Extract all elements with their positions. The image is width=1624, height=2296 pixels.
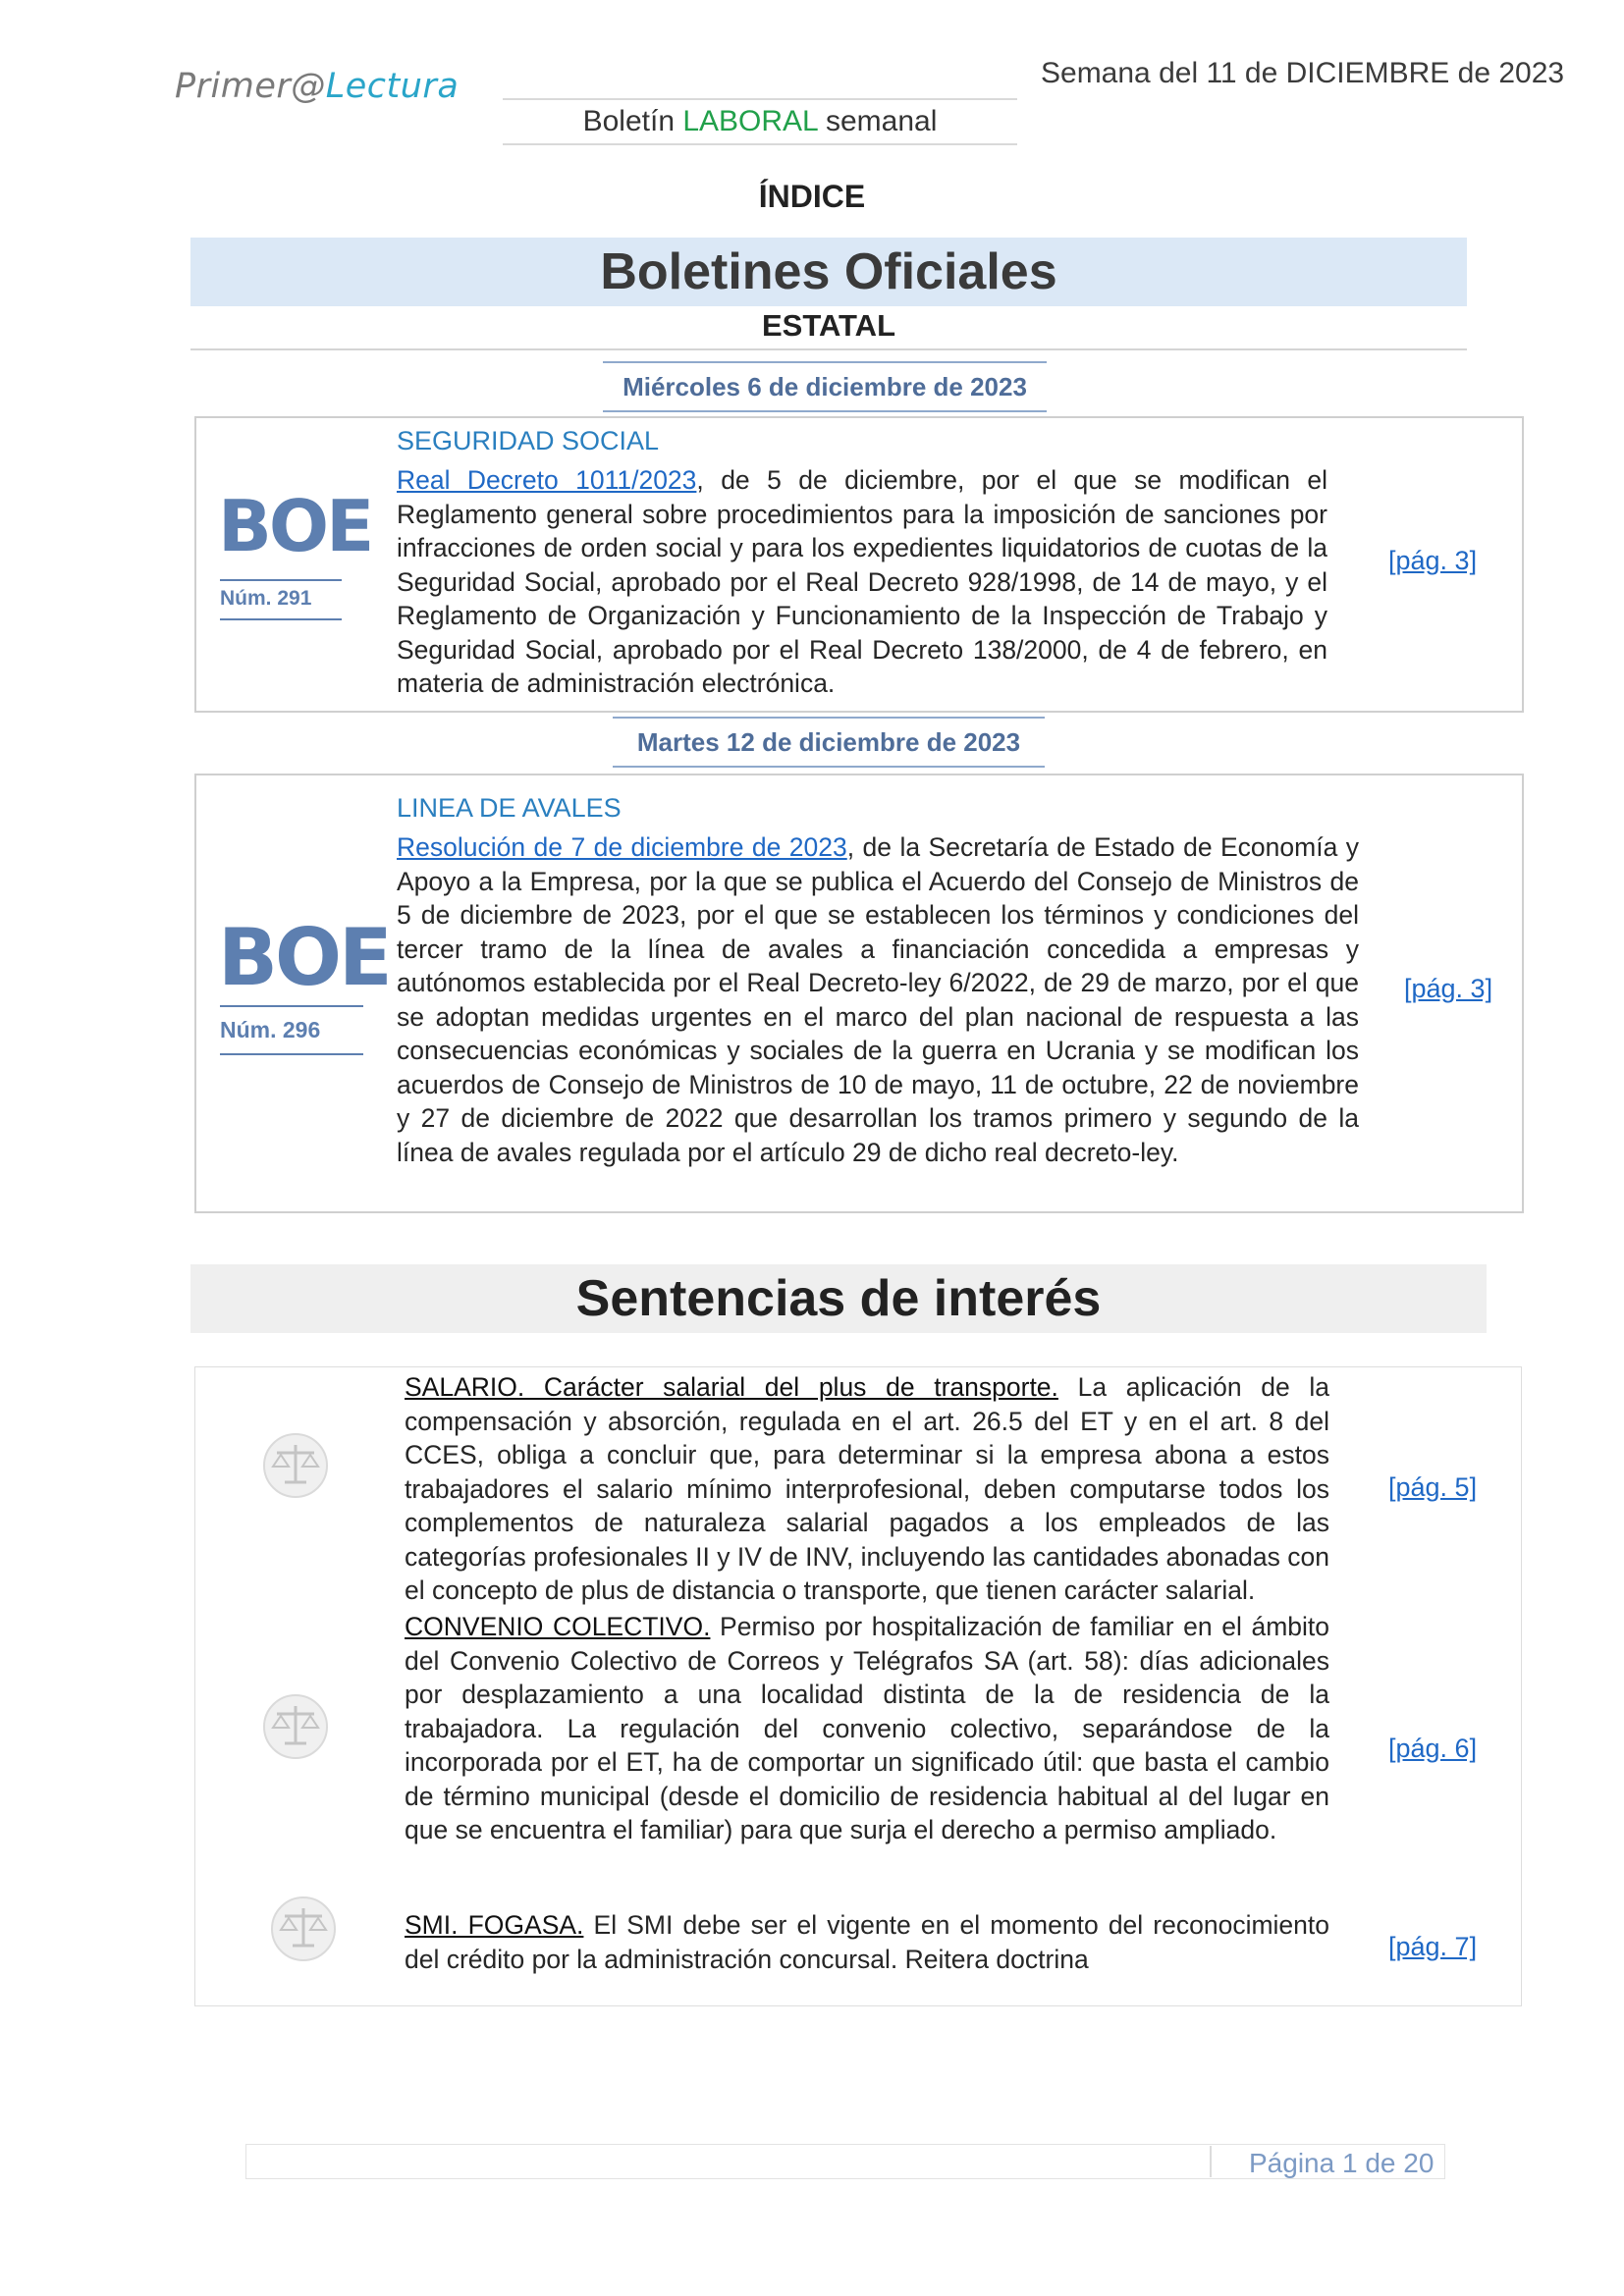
page-link[interactable]: [pág. 5] (1388, 1472, 1478, 1502)
sentencia-item (405, 1610, 1329, 1847)
entry-description (397, 463, 1327, 701)
entry-category: SEGURIDAD SOCIAL (397, 426, 660, 455)
boe-logo-icon: BOE (218, 912, 390, 1003)
sentencia-lead: CONVENIO COLECTIVO. (405, 1612, 711, 1641)
page-link[interactable]: [pág. 6] (1388, 1734, 1478, 1763)
bulletin-pre: Boletín (582, 105, 683, 137)
scope-divider (190, 348, 1467, 350)
entry-text: , de la Secretaría de Estado de Economía y Apoyo a la Empresa, por la que se publica el Acuerdo del Consejo de Ministros de 5 de diciembre de 2023, por el que se establecen los términos y condiciones del tercer tramo de la línea de avales a financiación concedida a empresas y autónomos establecida por el Real Decreto-ley 6/2022, de 29 de marzo, por el que se adoptan medidas urgentes en el marco del plan nacional de respuesta a las consecuencias económicas y sociales de la guerra en Ucrania y se modifican los acuerdos de Consejo de Ministros de 10 de mayo, 11 de octubre, 22 de noviembre y 27 de diciembre de 2022 que desarrollan los tramos primero y segundo de la línea de avales regulada por el artículo 29 de dicho real decreto-ley. (397, 832, 1360, 1167)
boe-number: Núm. 296 (220, 1005, 363, 1055)
entry-category: LINEA DE AVALES (397, 793, 622, 823)
date-heading-1: Miércoles 6 de diciembre de 2023 (603, 361, 1047, 412)
sentencia-text: Permiso por hospitalización de familiar en el ámbito del Convenio Colectivo de Correos y Telégrafos SA (art. 58): días adicionales por desplazamiento a una localidad distinta de la de residencia de la trabajadora. La regulación del convenio colectivo, separándose de la incorporada por el ET, ha de comportar un significado útil: que basta el cambio de término municipal (desde el domicilio de residencia habitual al del lugar en que se encuentra el familiar) para que surja el derecho a permiso ampliado. (405, 1612, 1329, 1844)
bulletin-post: semanal (817, 105, 938, 137)
sentencia-item (405, 1908, 1329, 1976)
footer-divider (1210, 2146, 1212, 2177)
page-link[interactable]: [pág. 7] (1388, 1932, 1478, 1961)
scales-of-justice-icon (261, 1431, 330, 1500)
entry-link[interactable]: Resolución de 7 de diciembre de 2023 (397, 832, 847, 862)
date-heading-2: Martes 12 de diciembre de 2023 (613, 717, 1045, 768)
boe-number: Núm. 291 (220, 579, 342, 620)
brand-logo (175, 67, 459, 106)
sentencia-text: El SMI debe ser el vigente en el momento del reconocimiento del crédito por la administración concursal. Reitera doctrina (405, 1910, 1330, 1974)
scope-heading: ESTATAL (761, 308, 896, 343)
scales-of-justice-icon (261, 1692, 330, 1761)
boe-logo-icon: BOE (218, 485, 372, 567)
page-number: Página 1 de 20 (1249, 2148, 1435, 2178)
entry-link[interactable]: Real Decreto 1011/2023 (397, 465, 697, 495)
page-link[interactable]: [pág. 3] (1404, 974, 1493, 1003)
sentencia-lead: SALARIO. Carácter salarial del plus de transporte. (405, 1372, 1058, 1402)
bulletin-title (503, 98, 1017, 145)
index-title: ÍNDICE (758, 179, 866, 214)
logo-prefix: Primer@ (175, 67, 326, 106)
sentencia-lead: SMI. FOGASA. (405, 1910, 584, 1940)
sentencia-text: La aplicación de la compensación y absorción, regulada en el art. 26.5 del ET y en el art. 8 del CCES, obliga a concluir que, para determinar si la empresa abona a estos trabajadores el salario mínimo interprofesional, deben computarse todos los complementos de naturaleza salarial pagados a los empleados de las categorías profesionales II y IV de INV, incluyendo las cantidades abonadas con el concepto de plus de distancia o transporte, que tienen carácter salarial. (405, 1372, 1330, 1605)
entry-description (397, 830, 1359, 1169)
scales-of-justice-icon (269, 1895, 338, 1963)
boletines-banner: Boletines Oficiales (190, 238, 1467, 306)
logo-accent: Lectura (325, 67, 460, 106)
sentencia-item (405, 1370, 1329, 1608)
sentencias-banner: Sentencias de interés (190, 1264, 1487, 1333)
bulletin-laboral: LABORAL (682, 105, 818, 137)
week-label: Semana del 11 de DICIEMBRE de 2023 (1041, 57, 1565, 89)
entry-text: , de 5 de diciembre, por el que se modifican el Reglamento general sobre procedimientos para la imposición de sanciones por infracciones de orden social y para los expedientes liquidatorios de cuotas de la Seguridad Social, aprobado por el Real Decreto 928/1998, de 14 de mayo, y el Reglamento de Organización y Funcionamiento de la Inspección de Trabajo y Seguridad Social, aprobado por el Real Decreto 138/2000, de 4 de febrero, en materia de administración electrónica. (397, 465, 1327, 698)
page-link[interactable]: [pág. 3] (1388, 546, 1478, 575)
